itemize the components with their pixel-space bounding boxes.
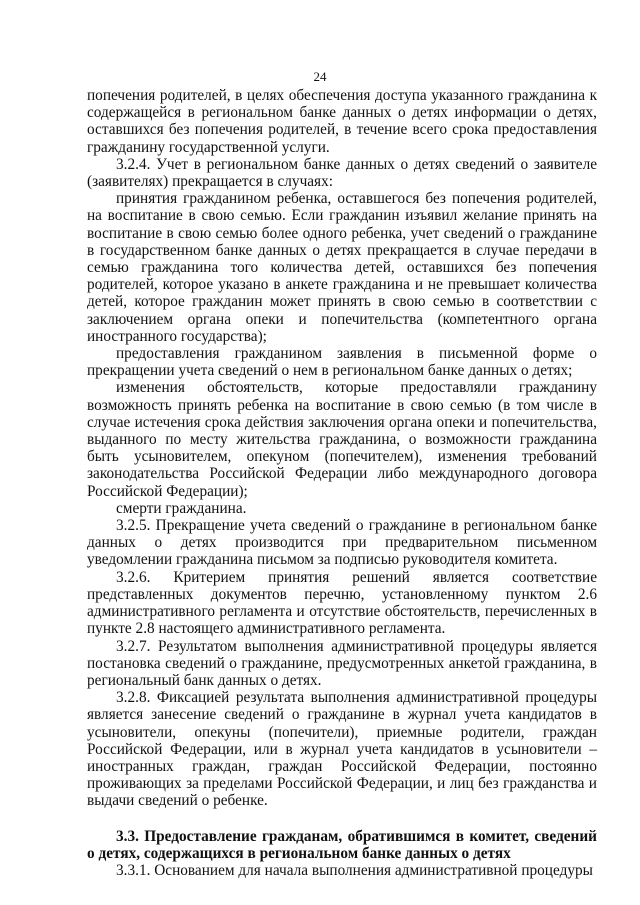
paragraph-3-2-4: 3.2.4. Учет в региональном банке данных о детях сведений о заявителе (заявителях) прекращается в случаях: bbox=[87, 155, 597, 191]
paragraph-3-3-1: 3.3.1. Основанием для начала выполнения административной процедуры bbox=[116, 861, 593, 879]
paragraph-case-circumstances: изменения обстоятельств, которые предоставляли гражданину возможность принять ребенка на воспитание в свою семью (в том числе в случае истечения срока действия заключения органа опеки и попечительства, выданного по месту жительства гражданина, о возможности гражданина быть усыновителем, опекуном (попечителем), изменения требований законодательства Российской Федерации либо международного договора Российской Федерации); bbox=[87, 379, 597, 500]
paragraph-case-death: смерти гражданина. bbox=[116, 499, 247, 517]
paragraph-3-2-5: 3.2.5. Прекращение учета сведений о гражданине в региональном банке данных о детях производится при предварительном письменном уведомлении гражданина письмом за подписью руководителя комитета. bbox=[87, 517, 597, 569]
paragraph-case-application: предоставления гражданином заявления в письменной форме о прекращении учета сведений о нем в региональном банке данных о детях; bbox=[87, 345, 597, 380]
paragraph-3-2-7: 3.2.7. Результатом выполнения административной процедуры является постановка сведений о гражданине, предусмотренных анкетой гражданина, в региональный банк данных о детях. bbox=[87, 637, 597, 689]
paragraph-case-adoption: принятия гражданином ребенка, оставшегося без попечения родителей, на воспитание в свою семью. Если гражданин изъявил желание принять на воспитание в свою семью более одного ребенка, учет сведений о гражданине в государственном банке данных о детях прекращается в случае передачи в семью гражданина того количества детей, оставшихся без попечения родителей, которое указано в анкете гражданина и не превышает количества детей, которое гражданин может принять в свою семью в соответствии с заключением органа опеки и попечительства (компетентного органа иностранного государства); bbox=[87, 190, 597, 345]
document-body bbox=[87, 68, 597, 879]
paragraph-3-2-6: 3.2.6. Критерием принятия решений является соответствие представленных документов перечню, установленному пунктом 2.6 административного регламента и отсутствие обстоятельств, перечисленных в пункте 2.8 настоящего административного регламента. bbox=[87, 568, 597, 638]
paragraph-continuation: попечения родителей, в целях обеспечения доступа указанного гражданина к содержащейся в региональном банке данных о детях информации о детях, оставшихся без попечения родителей, в течение всего срока предоставления гражданину государственной услуги. bbox=[87, 87, 597, 156]
section-heading-3-3: 3.3. Предоставление гражданам, обратившимся в комитет, сведений о детях, содержащихся в региональном банке данных о детях bbox=[87, 827, 597, 862]
paragraph-3-2-8: 3.2.8. Фиксацией результата выполнения административной процедуры является занесение сведений о гражданине в журнал учета кандидатов в усыновители, опекуны (попечители), приемные родители, граждан Российской Федерации, или в журнал учета кандидатов в усыновители – иностранных граждан, граждан Российской Федерации, постоянно проживающих за пределами Российской Федерации, и лиц без гражданства и выдачи сведений о ребенке. bbox=[87, 689, 597, 810]
page-number: 24 bbox=[313, 69, 327, 84]
